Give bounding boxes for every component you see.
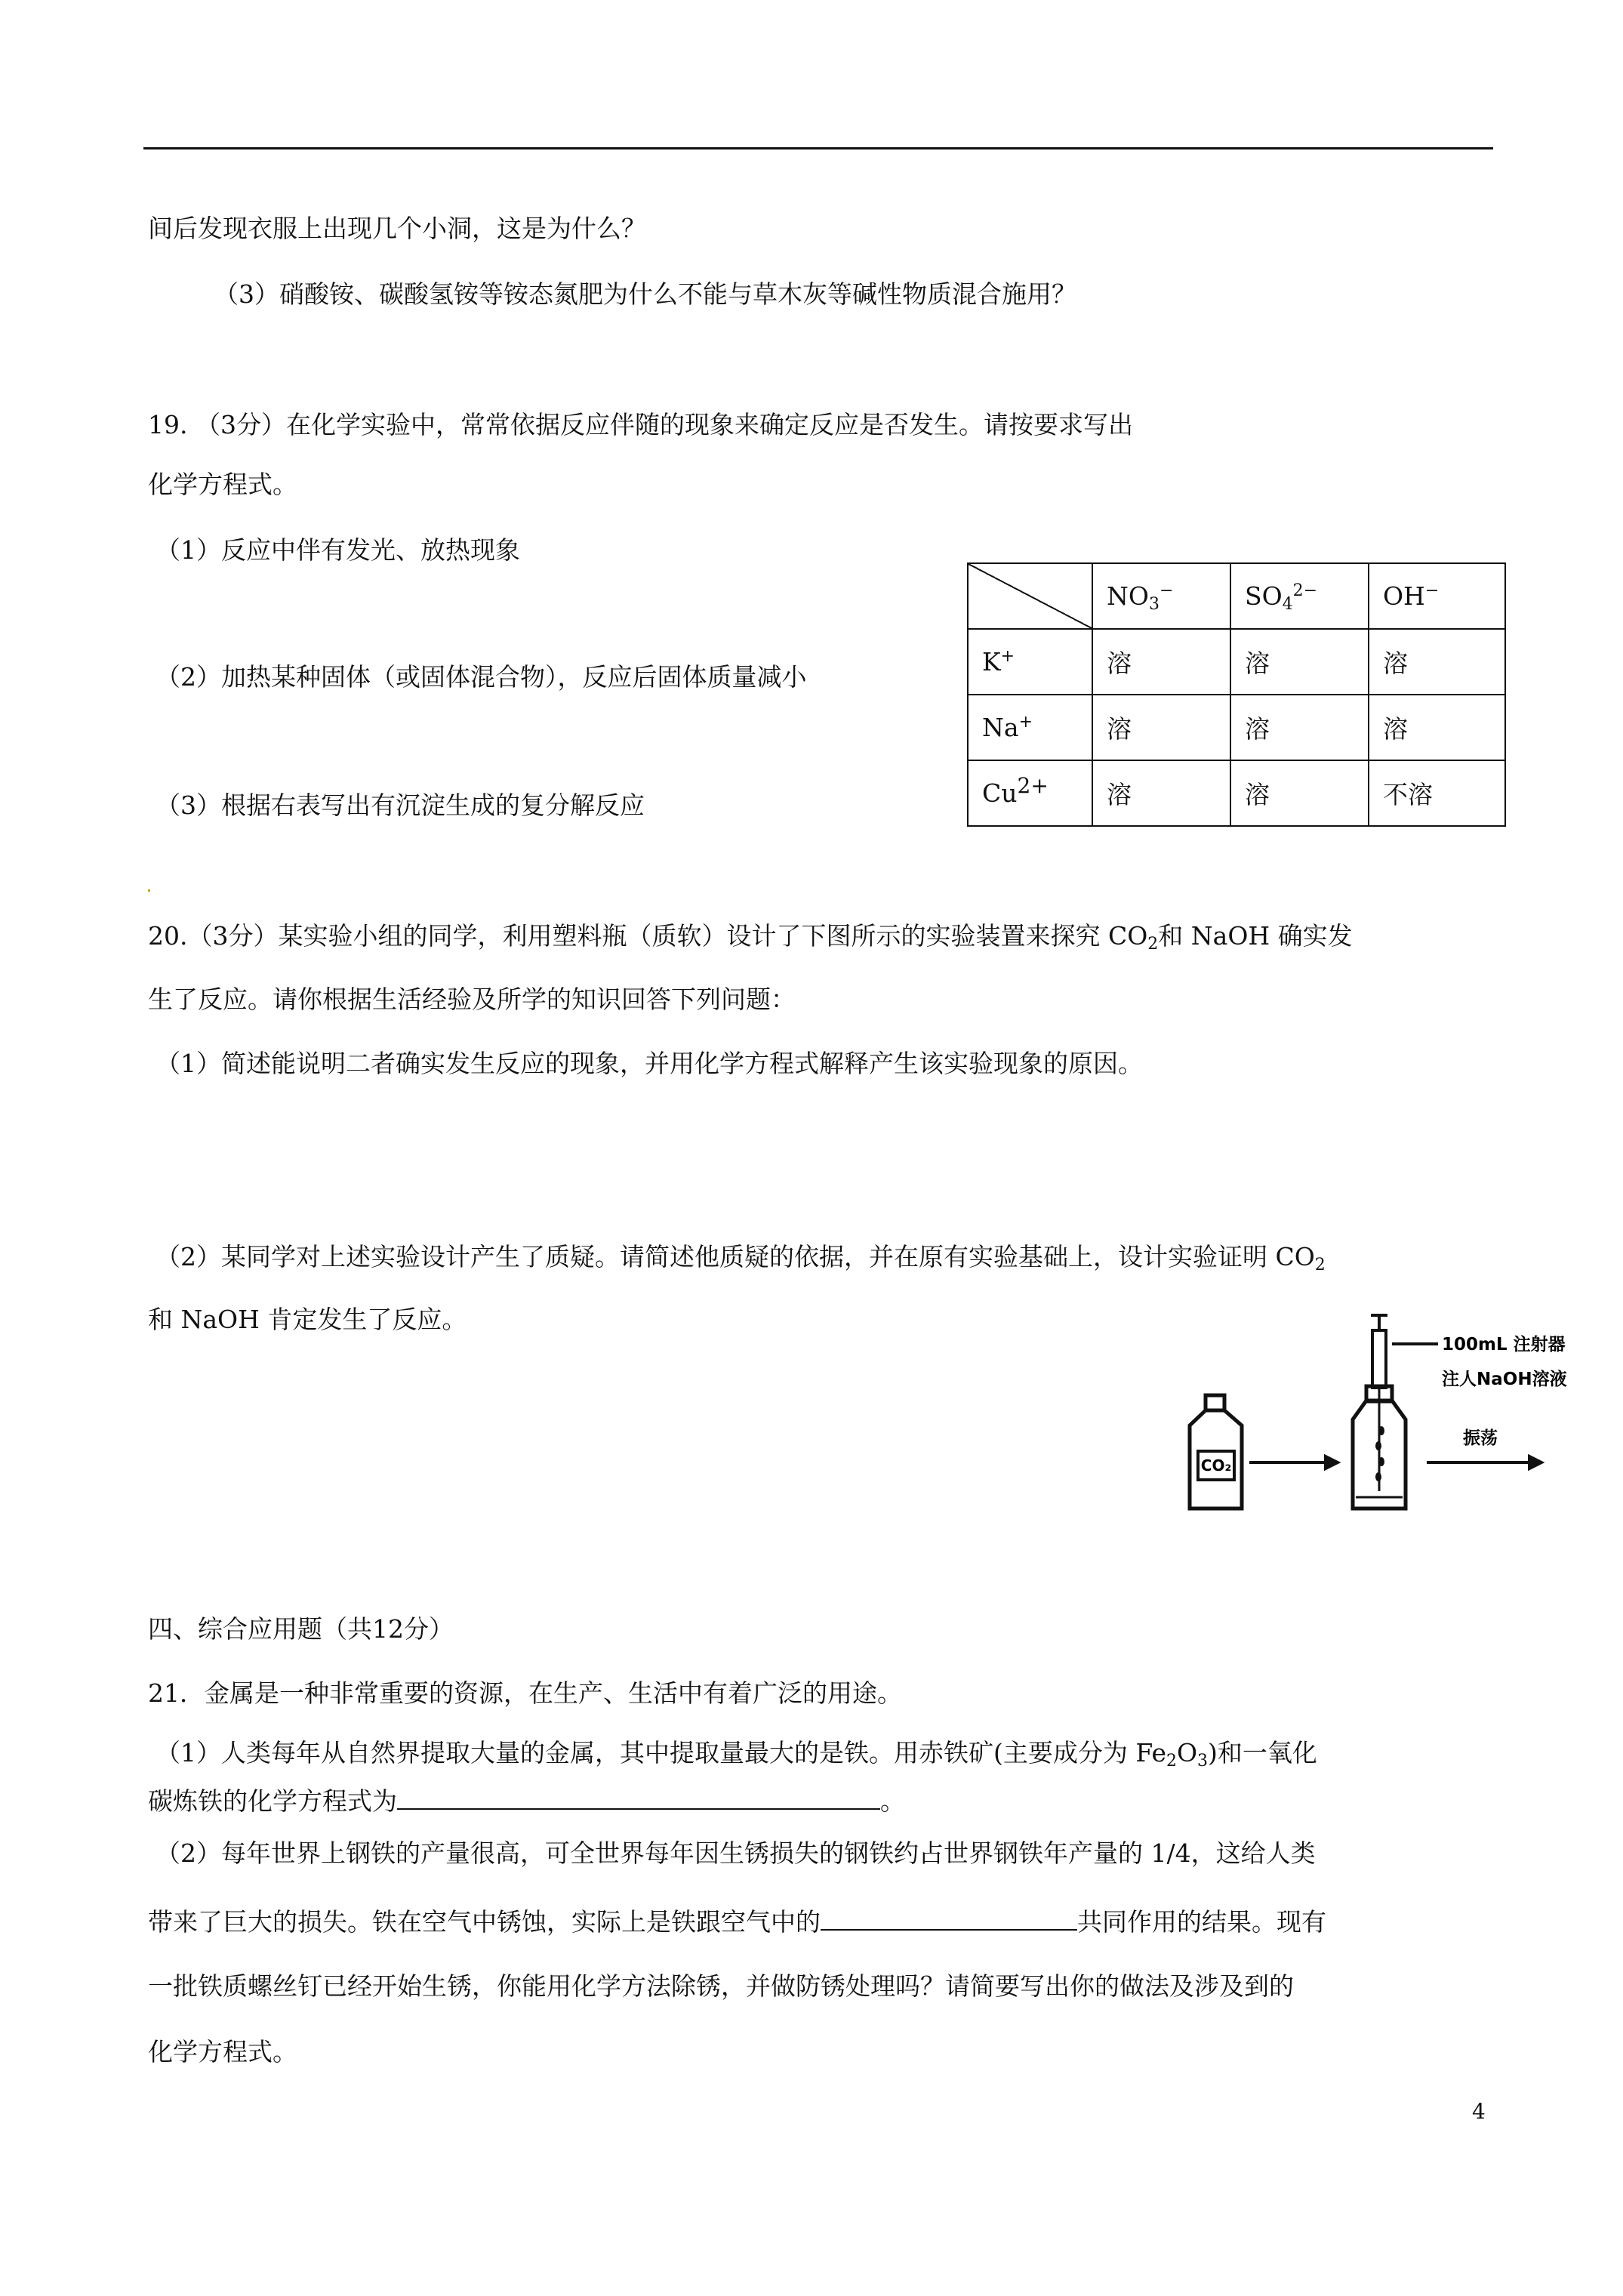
answer-blank[interactable]: [397, 1783, 880, 1810]
text-line: （2）每年世界上钢铁的产量很高，可全世界每年因生锈损失的钢铁约占世界钢铁年产量的 1/4，这给人类: [156, 1838, 1316, 1868]
section-title: 四、综合应用题（共12分）: [148, 1614, 454, 1644]
text-line: 一批铁质螺丝钉已经开始生锈，你能用化学方法除锈，并做防锈处理吗？请简要写出你的做法及涉及到的: [148, 1971, 1294, 2001]
shake-label: 振荡: [1463, 1428, 1498, 1448]
cation-cell: K+: [968, 629, 1092, 695]
text-line: （3）根据右表写出有沉淀生成的复分解反应: [156, 791, 645, 820]
table-cell: 溶: [1369, 629, 1505, 695]
text-line: 化学方程式。: [148, 2037, 297, 2066]
anion-nitrate: $NO_3^-$: [1092, 563, 1230, 629]
table-cell: 溶: [1092, 760, 1230, 826]
text-line: 带来了巨大的损失。铁在空气中锈蚀，实际上是铁跟空气中的 共同作用的结果。现有: [148, 1903, 1326, 1939]
text-line: （3）硝酸铵、碳酸氢铵等铵态氮肥为什么不能与草木灰等碱性物质混合施用？: [214, 279, 1076, 309]
cation-cell: $Cu^{2+}$: [968, 760, 1092, 826]
arrow-icon: [1427, 1456, 1541, 1469]
inject-label: 注人NaOH溶液: [1442, 1370, 1567, 1389]
co2-bottle-icon: [1190, 1395, 1242, 1509]
solubility-table: [967, 562, 1506, 827]
question-19: 19. （3分）在化学实验中，常常依据反应伴随的现象来确定反应是否发生。请按要求写出: [148, 410, 1133, 439]
bottle-label: CO₂: [1200, 1456, 1232, 1475]
text-line: 化学方程式。: [148, 470, 297, 499]
table-header-row: [968, 563, 1505, 629]
text-line: （1）人类每年从自然界提取大量的金属，其中提取量最大的是铁。用赤铁矿(主要成分为 $Fe_2O_3$)和一氧化: [156, 1738, 1317, 1771]
text-line: （1）反应中伴有发光、放热现象: [156, 535, 520, 565]
table-cell: 溶: [1230, 629, 1369, 695]
table-cell: 溶: [1092, 629, 1230, 695]
experiment-apparatus-figure: [1140, 1314, 1574, 1518]
anion-sulfate: $SO_4^{2-}$: [1230, 563, 1369, 629]
stray-mark: [148, 889, 150, 892]
text-line: （2）加热某种固体（或固体混合物），反应后固体质量减小: [156, 662, 807, 692]
question-21: 21．金属是一种非常重要的资源，在生产、生活中有着广泛的用途。: [148, 1678, 902, 1708]
text-line: 碳炼铁的化学方程式为 。: [148, 1783, 905, 1818]
table-cell: 溶: [1230, 760, 1369, 826]
table-row: [968, 629, 1505, 695]
arrow-icon: [1249, 1456, 1338, 1469]
anion-hydroxide: OH−: [1369, 563, 1505, 629]
answer-blank[interactable]: [821, 1903, 1077, 1931]
table-row: [968, 760, 1505, 826]
cation-cell: Na+: [968, 695, 1092, 760]
text-line: 生了反应。请你根据生活经验及所学的知识回答下列问题：: [148, 985, 796, 1014]
text-line: （1）简述能说明二者确实发生反应的现象，并用化学方程式解释产生该实验现象的原因。: [156, 1049, 1143, 1078]
question-20: 20.（3分）某实验小组的同学，利用塑料瓶（质软）设计了下图所示的实验装置来探究 $CO_2$和 NaOH 确实发: [148, 921, 1353, 954]
table-cell: 溶: [1092, 695, 1230, 760]
corner-cell: [968, 563, 1092, 629]
table-row: [968, 695, 1505, 760]
table-cell: 溶: [1230, 695, 1369, 760]
table-cell: 不溶: [1369, 760, 1505, 826]
syringe-label: 100mL 注射器: [1442, 1335, 1566, 1354]
text-line: （2）某同学对上述实验设计产生了质疑。请简述他质疑的依据，并在原有实验基础上，设计实验证明 $CO_2$: [156, 1242, 1326, 1274]
page-number: 4: [1472, 2099, 1486, 2124]
table-cell: 溶: [1369, 695, 1505, 760]
text-line: 和 NaOH 肯定发生了反应。: [148, 1305, 467, 1334]
header-rule: [143, 147, 1493, 149]
text-line: 间后发现衣服上出现几个小洞，这是为什么？: [148, 214, 646, 243]
